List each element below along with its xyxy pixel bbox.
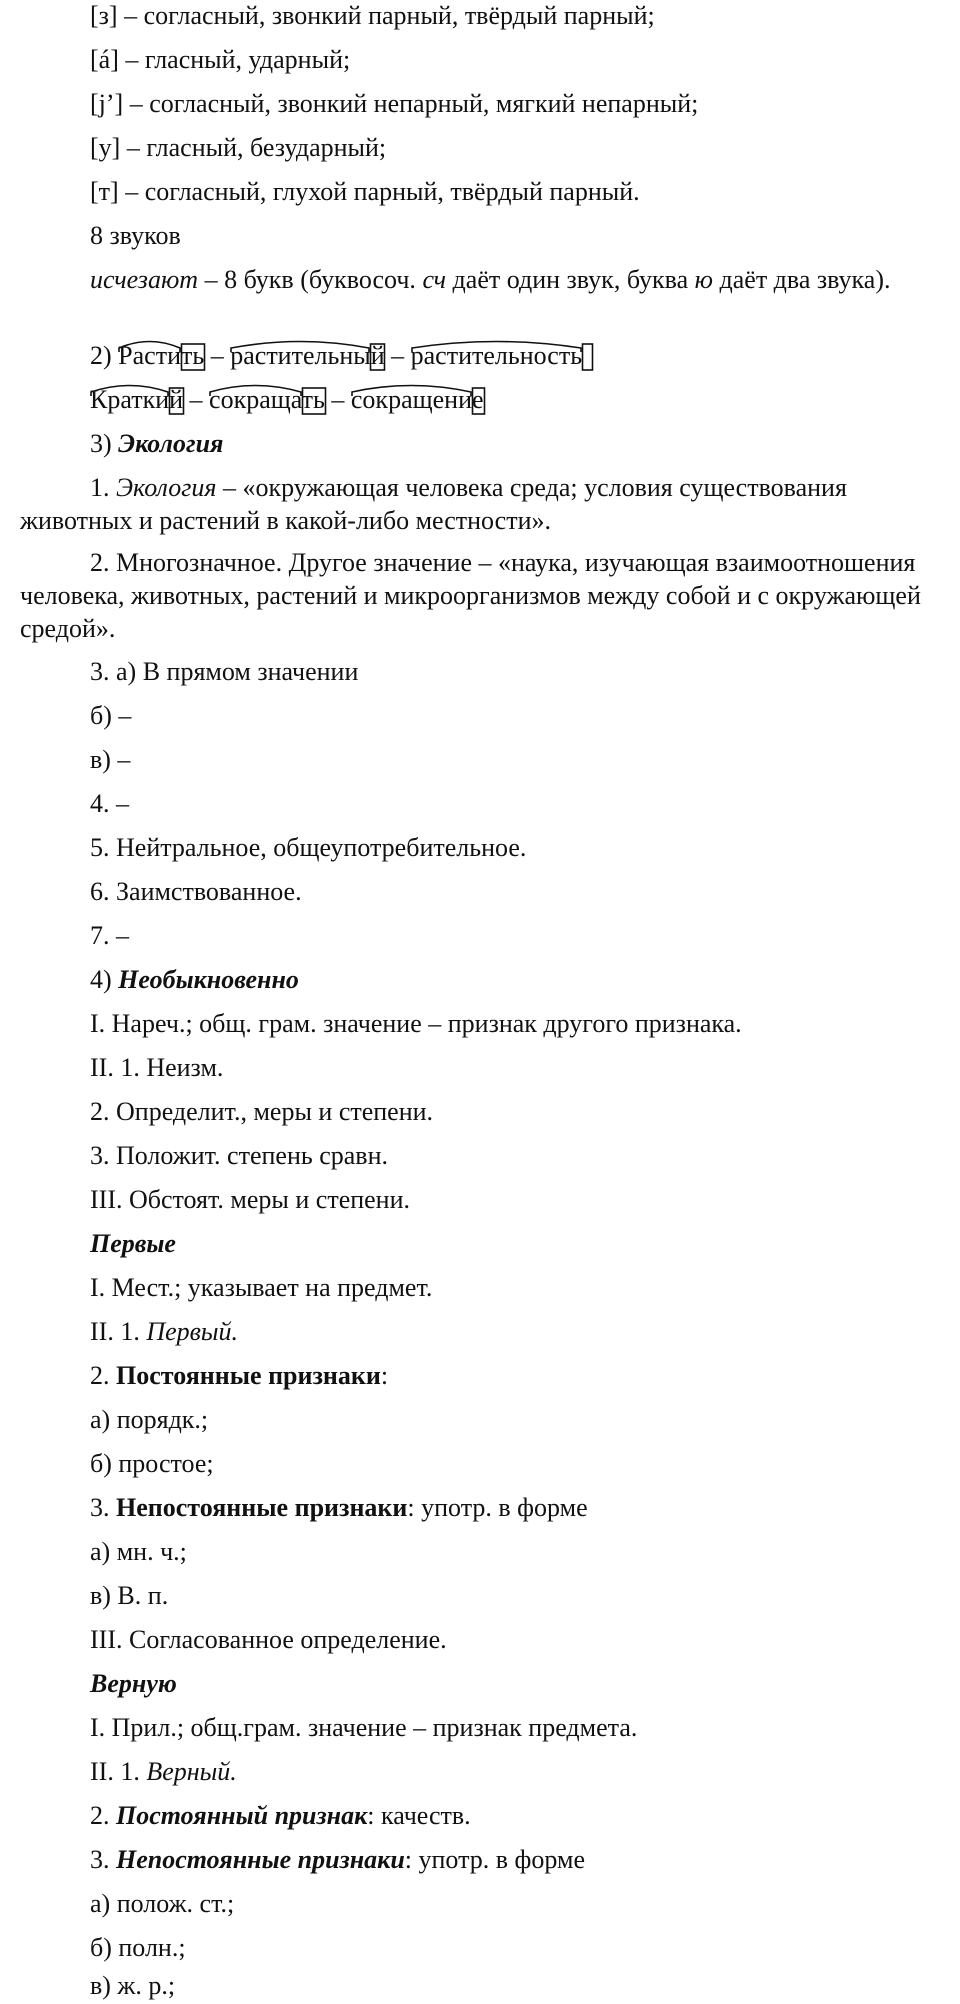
ecology-heading: 3) Экология <box>90 429 224 458</box>
neobyknovenno-line-1: I. Нареч.; общ. грам. значение – признак другого признака. <box>90 1009 742 1038</box>
morph-word: Растить <box>118 340 204 372</box>
letters-note: исчезают – 8 букв (буквосоч. сч даёт один звук, буква ю даёт два звука). <box>90 265 891 294</box>
pervye-line-6: 3. Непостоянные признаки: употр. в форме <box>90 1493 588 1522</box>
phonetic-line-4: [у] – гласный, безударный; <box>90 133 387 162</box>
morphemic-row-2: Краткий – сокращать – сокращение <box>90 384 940 416</box>
ecology-item-3b: б) – <box>90 701 132 730</box>
vernuyu-line-1: I. Прил.; общ.грам. значение – признак предмета. <box>90 1713 638 1742</box>
pervye-line-4: а) порядк.; <box>90 1405 209 1434</box>
pervye-heading: Первые <box>90 1229 176 1258</box>
pervye-line-3: 2. Постоянные признаки: <box>90 1361 389 1390</box>
ending-box <box>582 344 592 370</box>
pervye-line-9: III. Согласованное определение. <box>90 1625 447 1654</box>
ecology-item-3: 3. а) В прямом значении <box>90 657 359 686</box>
pervye-line-2: II. 1. Первый. <box>90 1317 239 1346</box>
morph-word: растительность <box>411 340 592 372</box>
neobyknovenno-line-4: 3. Положит. степень сравн. <box>90 1141 388 1170</box>
ecology-paragraph-1: 1. Экология – «окружающая человека среда; условия существования животных и растений в какой-либо местности». <box>20 473 847 535</box>
pervye-line-8: в) В. п. <box>90 1581 169 1610</box>
phonetic-line-3: [j’] – согласный, звонкий непарный, мягкий непарный; <box>90 89 699 118</box>
morph-word: растительный <box>230 340 384 372</box>
neobyknovenno-line-5: III. Обстоят. меры и степени. <box>90 1185 411 1214</box>
ecology-item-4: 4. – <box>90 789 129 818</box>
vernuyu-line-3: 2. Постоянный признак: качеств. <box>90 1801 471 1830</box>
ecology-item-6: 6. Заимствованное. <box>90 877 302 906</box>
pervye-line-5: б) простое; <box>90 1449 214 1478</box>
phonetic-line-2: [á] – гласный, ударный; <box>90 45 351 74</box>
ecology-item-3c: в) – <box>90 745 131 774</box>
morphemic-row-1: 2) Растить – растительный – растительность <box>90 340 940 372</box>
pervye-line-7: а) мн. ч.; <box>90 1537 187 1566</box>
sound-count: 8 звуков <box>90 221 181 250</box>
neobyknovenno-line-3: 2. Определит., меры и степени. <box>90 1097 434 1126</box>
vernuyu-line-2: II. 1. Верный. <box>90 1757 237 1786</box>
vernuyu-heading: Верную <box>90 1669 177 1698</box>
phonetic-line-5: [т] – согласный, глухой парный, твёрдый парный. <box>90 177 640 206</box>
morph-word: сокращение <box>351 384 484 416</box>
vernuyu-line-5: а) полож. ст.; <box>90 1889 235 1918</box>
pervye-line-1: I. Мест.; указывает на предмет. <box>90 1273 433 1302</box>
ecology-item-5: 5. Нейтральное, общеупотребительное. <box>90 833 527 862</box>
vernuyu-line-6: б) полн.; <box>90 1933 186 1962</box>
ecology-item-7: 7. – <box>90 921 129 950</box>
ecology-paragraph-2: 2. Многозначное. Другое значение – «наука, изучающая взаимоотношения человека, животных, растений и микроорганизмов между собой и с окружающей средой». <box>20 548 921 643</box>
neobyknovenno-heading: 4) Необыкновенно <box>90 965 299 994</box>
vernuyu-line-4: 3. Непостоянные признаки: употр. в форме <box>90 1845 585 1874</box>
phonetic-line-1: [з] – согласный, звонкий парный, твёрдый парный; <box>90 1 655 30</box>
morph-word: сокращать <box>209 384 325 416</box>
neobyknovenno-line-2: II. 1. Неизм. <box>90 1053 224 1082</box>
vernuyu-line-7: в) ж. р.; <box>90 1971 176 2000</box>
morph-word: Краткий <box>90 384 183 416</box>
